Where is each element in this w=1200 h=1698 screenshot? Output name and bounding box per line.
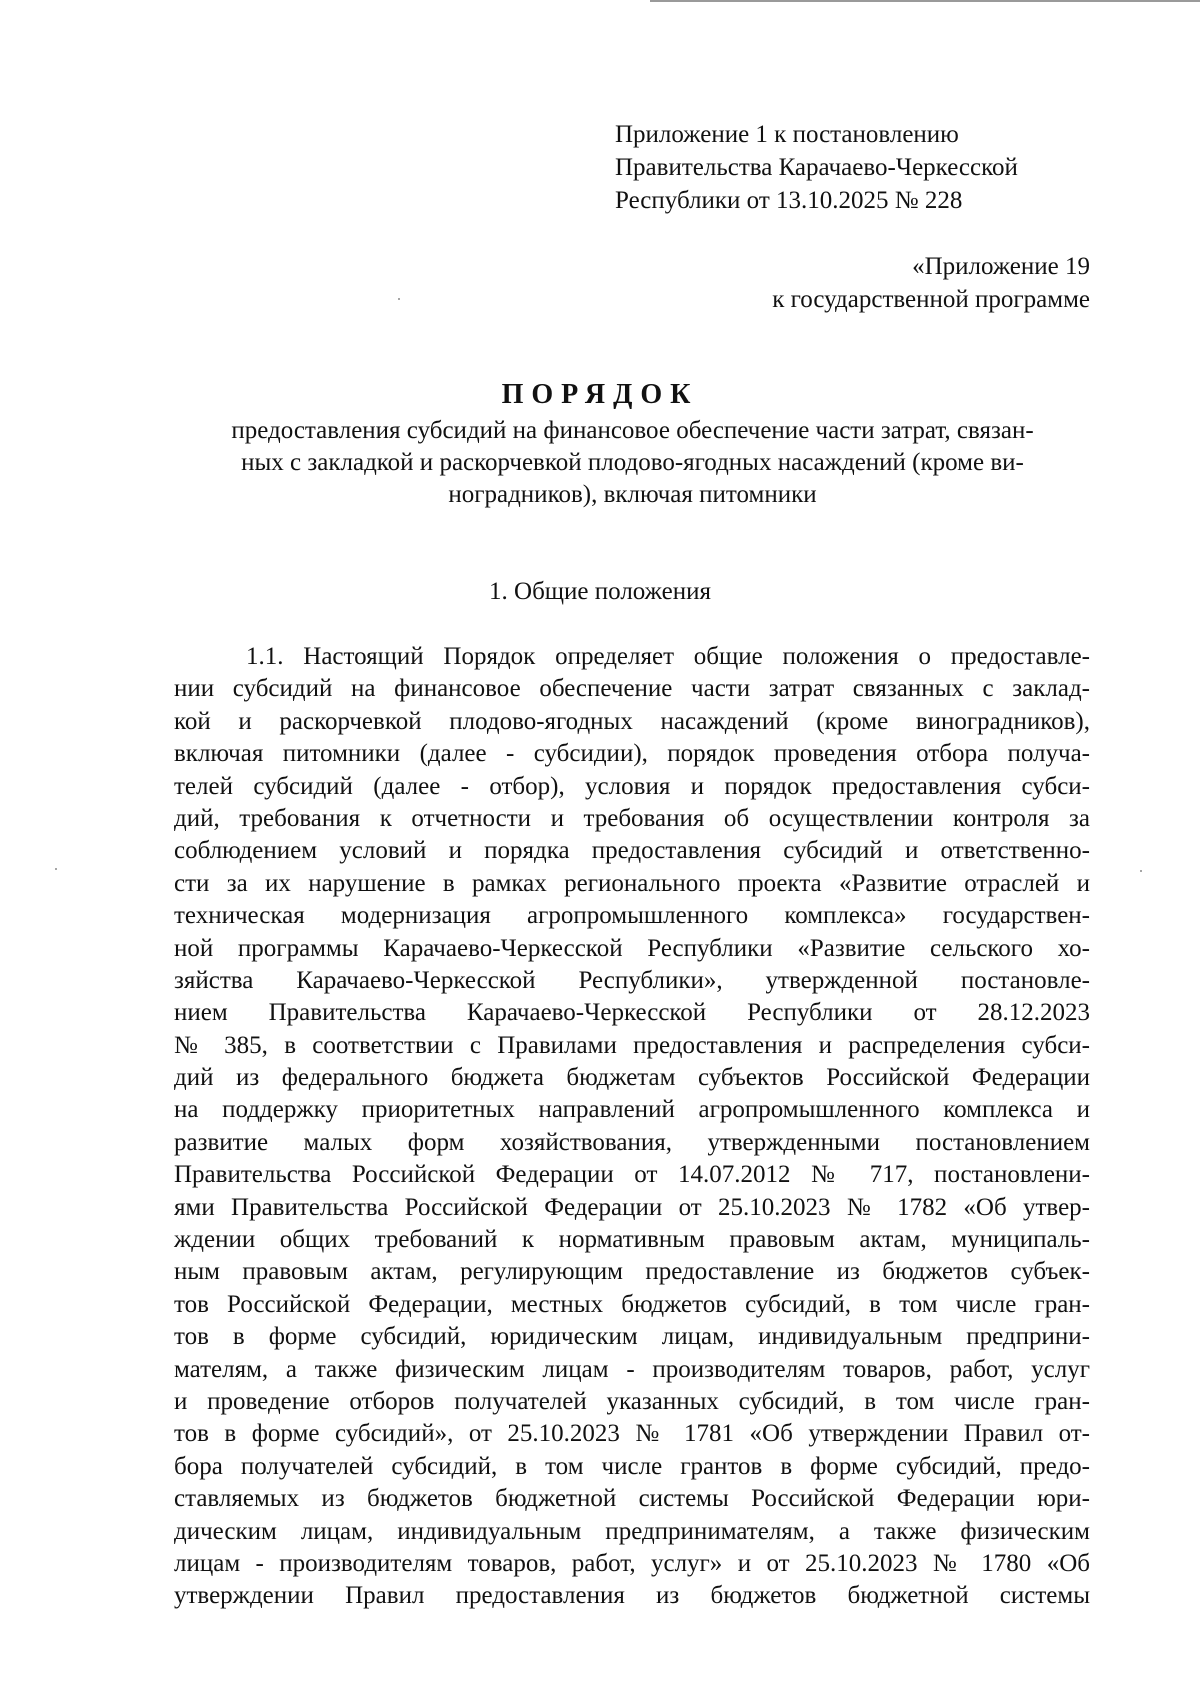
paragraph-line: нием Правительства Карачаево-Черкесской Республики от 28.12.2023 — [174, 999, 1090, 1027]
approval-line: Приложение 1 к постановлению — [615, 121, 959, 148]
paragraph-line: тов в форме субсидий», от 25.10.2023 № 1781 «Об утверждении Правил от- — [174, 1420, 1090, 1448]
paragraph-line: лицам - производителям товаров, работ, услуг» и от 25.10.2023 № 1780 «Об — [174, 1549, 1090, 1577]
approval-reference — [615, 118, 1135, 217]
paragraph-line: утверждении Правил предоставления из бюджетов бюджетной системы — [174, 1582, 1090, 1610]
subtitle-line: предоставления субсидий на финансовое обеспечение части затрат, связан- — [231, 417, 1034, 444]
paragraph-line: зяйства Карачаево-Черкесской Республики», утвержденной постановле- — [174, 966, 1090, 994]
scan-speck — [398, 298, 400, 300]
paragraph-line: ями Правительства Российской Федерации от 25.10.2023 № 1782 «Об утвер- — [174, 1193, 1090, 1221]
paragraph-line: соблюдением условий и порядка предоставления субсидий и ответственно- — [174, 837, 1090, 865]
scan-speck — [1140, 870, 1142, 872]
paragraph-line: развитие малых форм хозяйствования, утвержденными постановлением — [174, 1128, 1090, 1156]
paragraph-line: бора получателей субсидий, в том числе грантов в форме субсидий, предо- — [174, 1452, 1090, 1480]
document-title: ПОРЯДОК — [501, 379, 699, 410]
paragraph-line: ной программы Карачаево-Черкесской Республики «Развитие сельского хо- — [174, 934, 1090, 962]
previous-appendix-line: «Приложение 19 — [912, 253, 1090, 280]
paragraph-line: дическим лицам, индивидуальным предпринимателям, а также физическим — [174, 1517, 1090, 1545]
subtitle-line: ноградников), включая питомники — [448, 481, 817, 508]
paragraph-line: на поддержку приоритетных направлений агропромышленного комплекса и — [174, 1096, 1090, 1124]
paragraph-line: тов в форме субсидий, юридическим лицам, индивидуальным предприни- — [174, 1323, 1090, 1351]
paragraph-line: кой и раскорчевкой плодово-ягодных насаждений (кроме виноградников), — [174, 707, 1090, 735]
paragraph-line: ставляемых из бюджетов бюджетной системы Российской Федерации юри- — [174, 1485, 1090, 1513]
paragraph-line: ным правовым актам, регулирующим предоставление из бюджетов субъек- — [174, 1258, 1090, 1286]
paragraph-line: техническая модернизация агропромышленного комплекса» государствен- — [174, 902, 1090, 930]
paragraph-line: дий, требования к отчетности и требования об осуществлении контроля за — [174, 804, 1090, 832]
paragraph-line: ждении общих требований к нормативным правовым актам, муниципаль- — [174, 1226, 1090, 1254]
paragraph-line: и проведение отборов получателей указанных субсидий, в том числе гран- — [174, 1387, 1090, 1415]
paragraph-line: дий из федерального бюджета бюджетам субъектов Российской Федерации — [174, 1064, 1090, 1092]
approval-line: Правительства Карачаево-Черкесской — [615, 154, 1018, 181]
paragraph-line: тов Российской Федерации, местных бюджетов субсидий, в том числе гран- — [174, 1290, 1090, 1318]
paragraph-line: включая питомники (далее - субсидии), порядок проведения отбора получа- — [174, 740, 1090, 768]
section-heading: 1. Общие положения — [489, 578, 711, 605]
paragraph-line: сти за их нарушение в рамках регионального проекта «Развитие отраслей и — [174, 869, 1090, 897]
previous-appendix-line: к государственной программе — [772, 286, 1090, 313]
body-paragraph — [174, 641, 1090, 1613]
paragraph-line: телей субсидий (далее - отбор), условия и порядок предоставления субси- — [174, 772, 1090, 800]
paragraph-line: Правительства Российской Федерации от 14.07.2012 № 717, постановлени- — [174, 1161, 1090, 1189]
paragraph-line: мателям, а также физическим лицам - производителям товаров, работ, услуг — [174, 1355, 1090, 1383]
paragraph-line: нии субсидий на финансовое обеспечение части затрат связанных с заклад- — [174, 675, 1090, 703]
paragraph-line: 1.1. Настоящий Порядок определяет общие положения о предоставле- — [246, 643, 1090, 670]
scan-edge-line — [650, 0, 1200, 2]
previous-appendix-reference — [630, 250, 1090, 316]
paragraph-line: № 385, в соответствии с Правилами предоставления и распределения субси- — [174, 1031, 1090, 1059]
scan-speck — [55, 868, 57, 870]
subtitle-line: ных с закладкой и раскорчевкой плодово-ягодных насаждений (кроме ви- — [241, 449, 1024, 476]
document-subtitle — [175, 415, 1090, 511]
approval-line: Республики от 13.10.2025 № 228 — [615, 187, 963, 214]
